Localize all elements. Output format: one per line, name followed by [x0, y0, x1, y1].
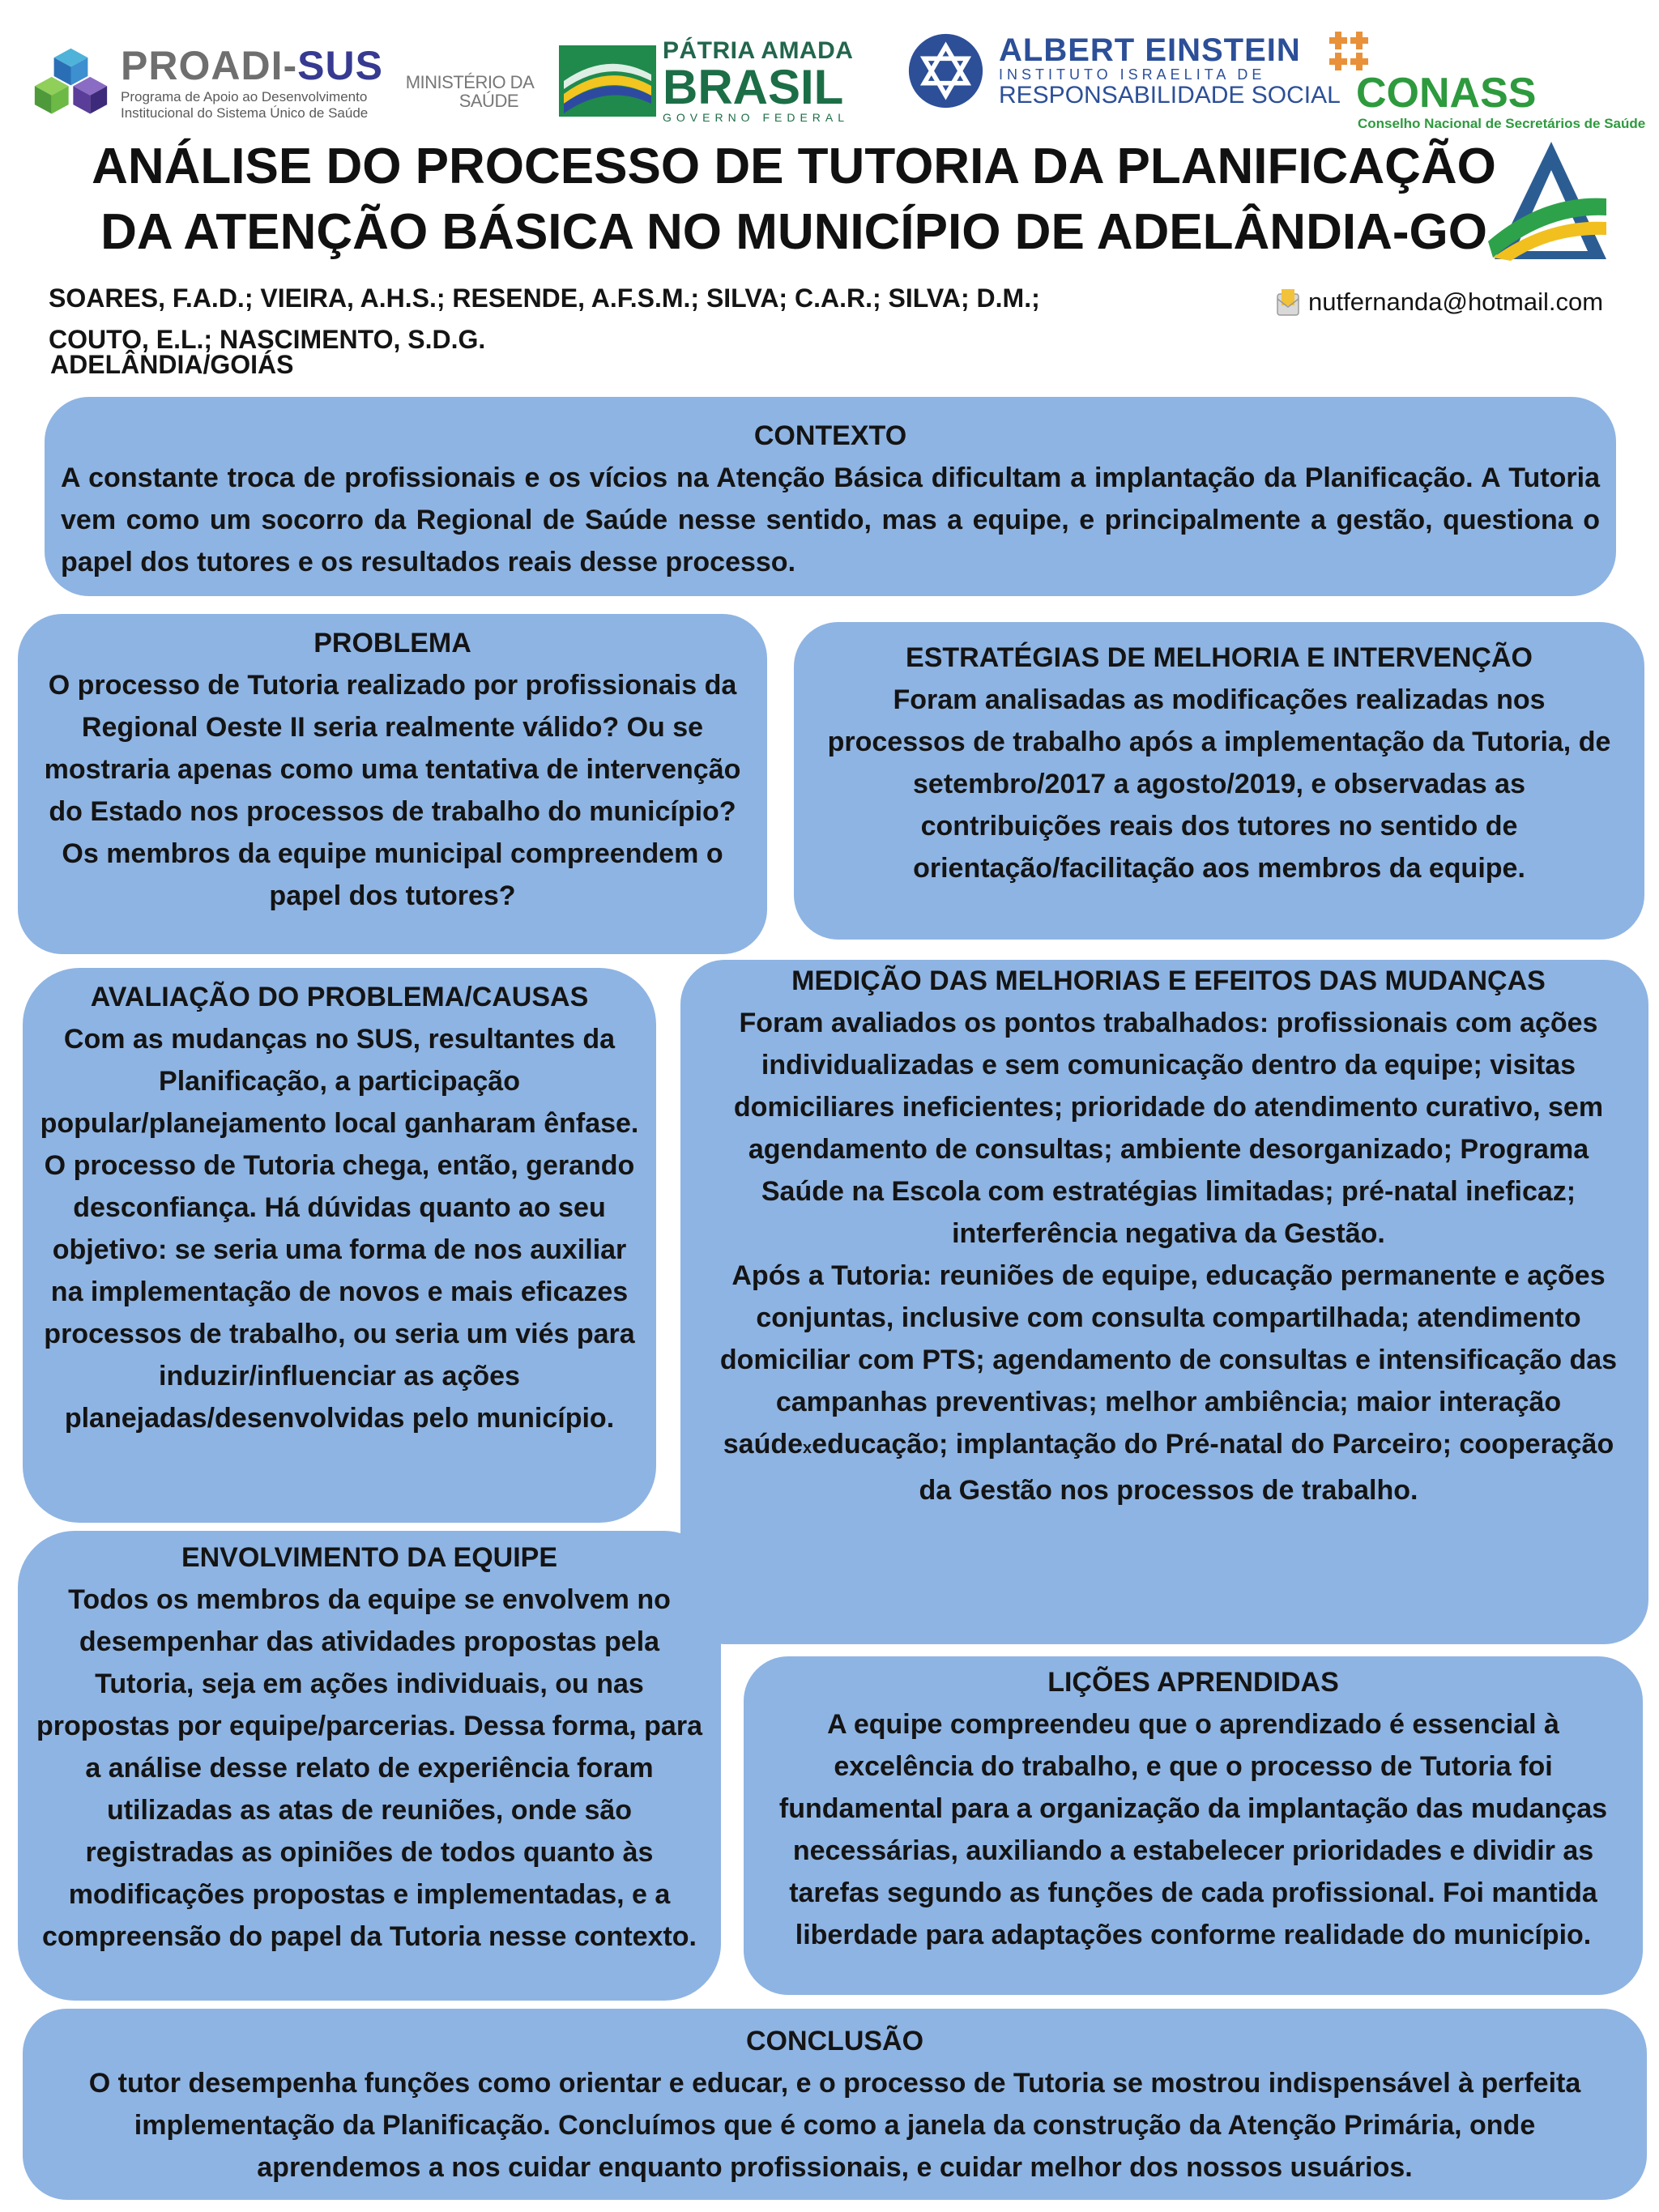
triangle-badge-logo: [1486, 138, 1608, 263]
proadi-sub-2: Institucional do Sistema Único de Saúde: [121, 104, 369, 121]
medicao-title: MEDIÇÃO DAS MELHORIAS E EFEITOS DAS MUDANÇAS: [791, 965, 1546, 996]
licoes-title: LIÇÕES APRENDIDAS: [1047, 1667, 1339, 1698]
proadi-sus-logo: [32, 42, 383, 121]
panel-conclusao: [23, 2009, 1647, 2200]
title-line-1: ANÁLISE DO PROCESSO DE TUTORIA DA PLANIFICAÇÃO: [92, 139, 1496, 194]
medicao-text-2x: x: [803, 1439, 812, 1457]
poster-title: [65, 134, 1523, 265]
einstein-line-3: RESPONSABILIDADE SOCIAL: [999, 82, 1341, 109]
location: ADELÂNDIA/GOIÁS: [50, 350, 294, 379]
problema-title: PROBLEMA: [313, 628, 471, 658]
conass-name: CONASS: [1356, 70, 1537, 117]
panel-licoes: [744, 1656, 1643, 1995]
einstein-star-icon: [907, 32, 984, 109]
conclusao-text: O tutor desempenha funções como orientar e educar, e o processo de Tutoria se mostrou indispensável à perfeita implementação da Planificação. Concluímos que é como a janela da construção da Atenção Primária, onde aprendemos a nos cuidar enquanto profissionais, e cuidar melhor dos nossos usuários.: [88, 2068, 1581, 2183]
email-contact: [1276, 288, 1603, 317]
einstein-line-1: ALBERT EINSTEIN: [999, 32, 1301, 69]
licoes-text: A equipe compreendeu que o aprendizado é essencial à excelência do trabalho, e que o processo de Tutoria foi fundamental para a organização da implantação das mudanças necessárias, auxiliando a estabelecer prioridades e dividir as tarefas segundo as funções de cada profissional. Foi mantida liberdade para adaptações conforme realidade do município.: [778, 1709, 1608, 1950]
medicao-text-1: Foram avaliados os pontos trabalhados: profissionais com ações individualizadas e sem comunicação dentro da equipe; visitas domiciliares ineficientes; prioridade do atendimento curativo, sem agendamento de consultas; ambiente desorganizado; Programa Saúde na Escola com estratégias limitadas; pré-natal ineficaz; interferência negativa da Gestão.: [733, 1008, 1604, 1249]
panel-contexto: [45, 397, 1616, 596]
title-line-2: DA ATENÇÃO BÁSICA NO MUNICÍPIO DE ADELÂNDIA-GO: [100, 204, 1487, 260]
email-address: nutfernanda@hotmail.com: [1308, 288, 1604, 316]
conass-sub: Conselho Nacional de Secretários de Saúde: [1358, 116, 1646, 131]
contexto-title: CONTEXTO: [753, 420, 907, 451]
medicao-text-2b: educação; implantação do Pré-natal do Parceiro; cooperação da Gestão nos processos de trabalho.: [812, 1429, 1614, 1506]
proadi-cube-icon: [32, 45, 109, 121]
logo-row: [0, 0, 1659, 130]
patria-line-3: GOVERNO FEDERAL: [663, 111, 850, 124]
problema-text: O processo de Tutoria realizado por profissionais da Regional Oeste II seria realmente válido? Ou se mostraria apenas como uma tentativa de intervenção do Estado nos processos de trabalho do município? Os membros da equipe municipal compreendem o papel dos tutores?: [44, 670, 741, 911]
medicao-text-2: [713, 1255, 1624, 1511]
email-envelope-icon: [1276, 288, 1300, 317]
envolvimento-text: Todos os membros da equipe se envolvem no desempenhar das atividades propostas pela Tutoria, seja em ações individuais, ou nas propostas por equipe/parcerias. Dessa forma, para a análise desse relato de experiência foram utilizadas as atas de reuniões, onde são registradas as opiniões de todos quanto às modificações propostas e implementadas, e a compreensão do papel da Tutoria nesse contexto.: [36, 1584, 702, 1952]
albert-einstein-logo: [907, 32, 1341, 109]
ministerio-line-2: SAÚDE: [458, 91, 518, 112]
envolvimento-title: ENVOLVIMENTO DA EQUIPE: [181, 1542, 558, 1573]
estrategias-text: Foram analisadas as modificações realizadas nos processos de trabalho após a implementação da Tutoria, de setembro/2017 a agosto/2019, e observadas as contribuições reais dos tutores no sentido de orientação/facilitação aos membros da equipe.: [827, 684, 1611, 884]
proadi-name-b: SUS: [297, 42, 383, 88]
ministerio-saude-logo: [405, 73, 535, 110]
patria-line-1: PÁTRIA AMADA: [663, 37, 854, 64]
ministerio-line-1: MINISTÉRIO DA: [405, 72, 535, 92]
authors-line-1: SOARES, F.A.D.; VIEIRA, A.H.S.; RESENDE, A.F.S.M.; SILVA; C.A.R.; SILVA; D.M.;: [49, 283, 1040, 313]
panel-avaliacao: [23, 968, 656, 1523]
authors: [49, 278, 1231, 360]
conass-logo: [1328, 28, 1659, 134]
brazil-flag-icon: [559, 45, 656, 117]
medicao-text-2a: Após a Tutoria: reuniões de equipe, educação permanente e ações conjuntas, inclusive com consulta compartilhada; atendimento domiciliar com PTS; agendamento de consultas e intensificação das campanhas preventivas; melhor ambiência; maior interação saúde: [719, 1260, 1618, 1460]
panel-estrategias: [794, 622, 1644, 940]
avaliacao-text: Com as mudanças no SUS, resultantes da Planificação, a participação popular/planejamento local ganharam ênfase. O processo de Tutoria chega, então, gerando desconfiança. Há dúvidas quanto ao seu objetivo: se seria uma forma de nos auxiliar na implementação de novos e mais eficazes processos de trabalho, ou seria um viés para induzir/influenciar as ações planejadas/desenvolvidas pelo município.: [40, 1024, 639, 1434]
conclusao-title: CONCLUSÃO: [745, 2026, 924, 2056]
contexto-text: A constante troca de profissionais e os vícios na Atenção Básica dificultam a implantação da Planificação. A Tutoria vem como um socorro da Regional de Saúde nesse sentido, mas a equipe, e principalmente a gestão, questiona o papel dos tutores e os resultados reais desse processo.: [61, 462, 1600, 578]
estrategias-title: ESTRATÉGIAS DE MELHORIA E INTERVENÇÃO: [906, 642, 1533, 673]
panel-envolvimento: [18, 1531, 721, 2001]
proadi-name-a: PROADI-: [121, 42, 298, 88]
authors-line-2: COUTO, E.L.; NASCIMENTO, S.D.G.: [49, 325, 486, 354]
patria-amada-brasil-logo: [559, 39, 853, 123]
panel-medicao: [680, 960, 1648, 1644]
proadi-sub-1: Programa de Apoio ao Desenvolvimento: [121, 88, 368, 104]
panel-problema: [18, 614, 767, 954]
patria-line-2: BRASIL: [663, 60, 844, 114]
avaliacao-title: AVALIAÇÃO DO PROBLEMA/CAUSAS: [90, 982, 589, 1012]
einstein-line-2: INSTITUTO ISRAELITA DE: [999, 66, 1266, 83]
